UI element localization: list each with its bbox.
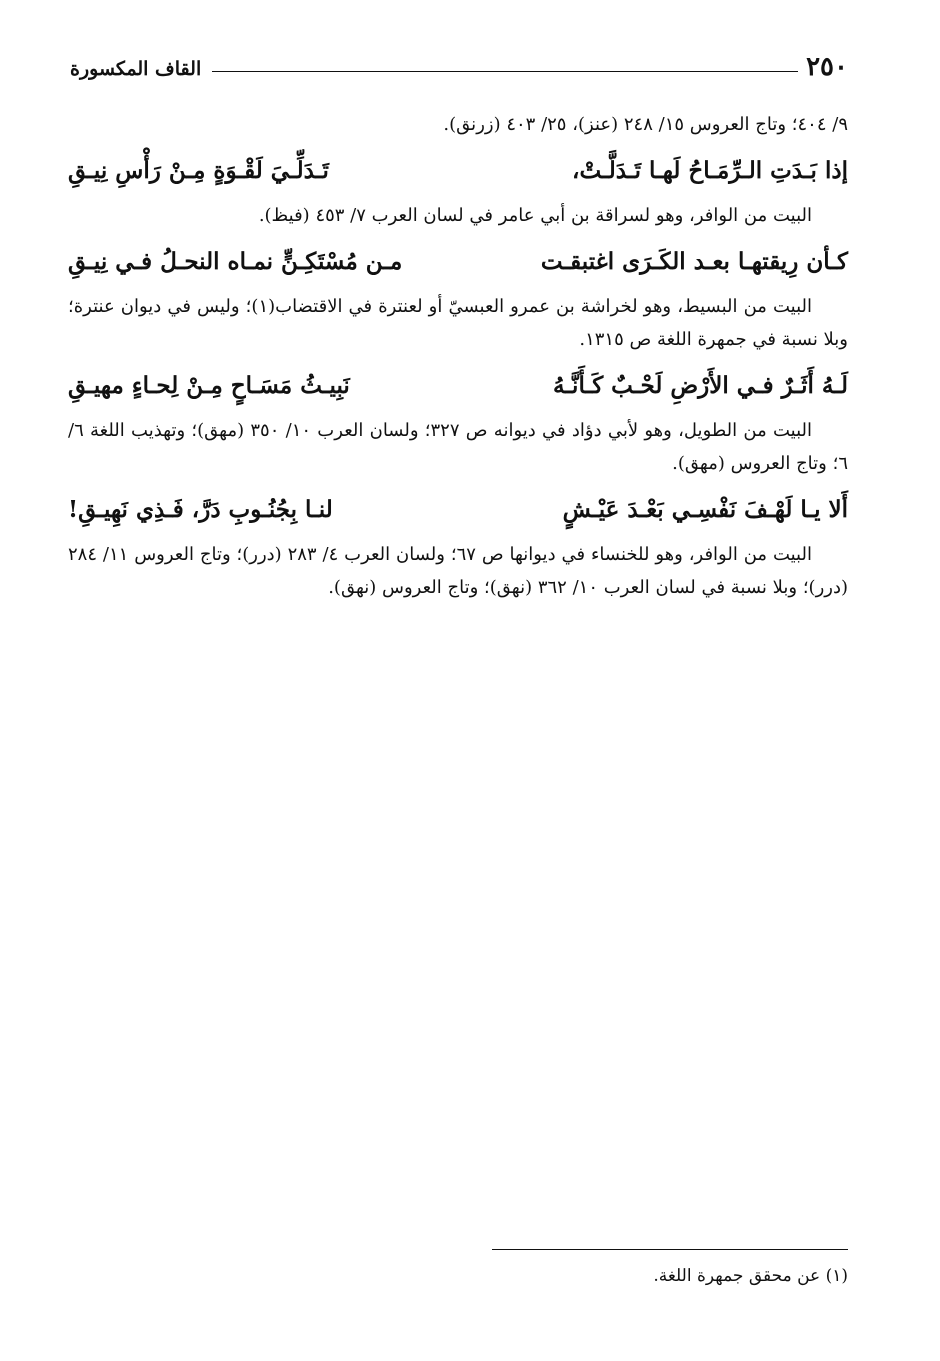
- verse-3-second-hemistich: نَبِيـثُ مَسَـاحٍ مِـنْ لِحـاءٍ مهيـقِ: [68, 371, 350, 399]
- verse-2-first-hemistich: كـأن رِيقتهـا بعـد الكَـرَى اغتبقـت: [540, 247, 848, 275]
- verse-2-note: البيت من البسيط، وهو لخراشة بن عمرو العبسيّ أو لعنترة في الاقتضاب(١)؛ وليس في ديوان عنترة؛ وبلا نسبة في جمهرة اللغة ص ١٣١٥.: [68, 296, 848, 350]
- page-number: ٢٥٠: [806, 52, 848, 82]
- verse-1-first-hemistich: إذا بَـدَتِ الـرِّمَـاحُ لَهـا تَـدَلَّـتْ،: [572, 156, 848, 184]
- verse-line-4: [68, 480, 848, 538]
- verse-2-second-hemistich: مـن مُسْتَكِـنٍّ نمـاه النحـلُ فـي نِيـقِ: [68, 247, 403, 275]
- main-text: [68, 108, 848, 604]
- header-rule: [212, 71, 798, 72]
- section-title: القاف المكسورة: [70, 58, 202, 80]
- intro-citation: ٩/ ٤٠٤؛ وتاج العروس ١٥/ ٢٤٨ (عنز)، ٢٥/ ٤٠٣ (زرنق).: [443, 114, 848, 135]
- verse-4-second-hemistich: لنـا بِجُنُـوبِ دَرَّ، فَـذِي نَهِيـقِ!: [68, 495, 333, 523]
- verse-4-note: البيت من الوافر، وهو للخنساء في ديوانها ص ٦٧؛ ولسان العرب ٤/ ٢٨٣ (درر)؛ وتاج العروس ١١/ ٢٨٤ (درر)؛ وبلا نسبة في لسان العرب ١٠/ ٣٦٢ (نهق)؛ وتاج العروس (نهق).: [68, 544, 848, 598]
- verse-line-2: [68, 232, 848, 290]
- verse-line-1: [68, 141, 848, 199]
- verse-line-3: [68, 356, 848, 414]
- verse-1-note: البيت من الوافر، وهو لسراقة بن أبي عامر في لسان العرب ٧/ ٤٥٣ (فيظ).: [258, 205, 812, 226]
- footnote: (١) عن محقق جمهرة اللغة.: [653, 1266, 848, 1286]
- verse-1-second-hemistich: تَـدَلِّـيَ لَقْـوَةٍ مِـنْ رَأْسِ نِيـقِ: [68, 156, 329, 184]
- verse-3-note: البيت من الطويل، وهو لأبي دؤاد في ديوانه ص ٣٢٧؛ ولسان العرب ١٠/ ٣٥٠ (مهق)؛ وتهذيب اللغة ٦/ ٦؛ وتاج العروس (مهق).: [68, 420, 848, 474]
- verse-4-first-hemistich: أَلا يـا لَهْـفَ نَفْسِـي بَعْـدَ عَيْـشٍ: [562, 495, 848, 523]
- footnote-rule: [492, 1249, 848, 1250]
- running-header: [70, 50, 848, 90]
- verse-3-first-hemistich: لَـهُ أَثَـرٌ فـي الأَرْضِ لَحْـبٌ كَـأَنَّـهُ: [552, 371, 848, 399]
